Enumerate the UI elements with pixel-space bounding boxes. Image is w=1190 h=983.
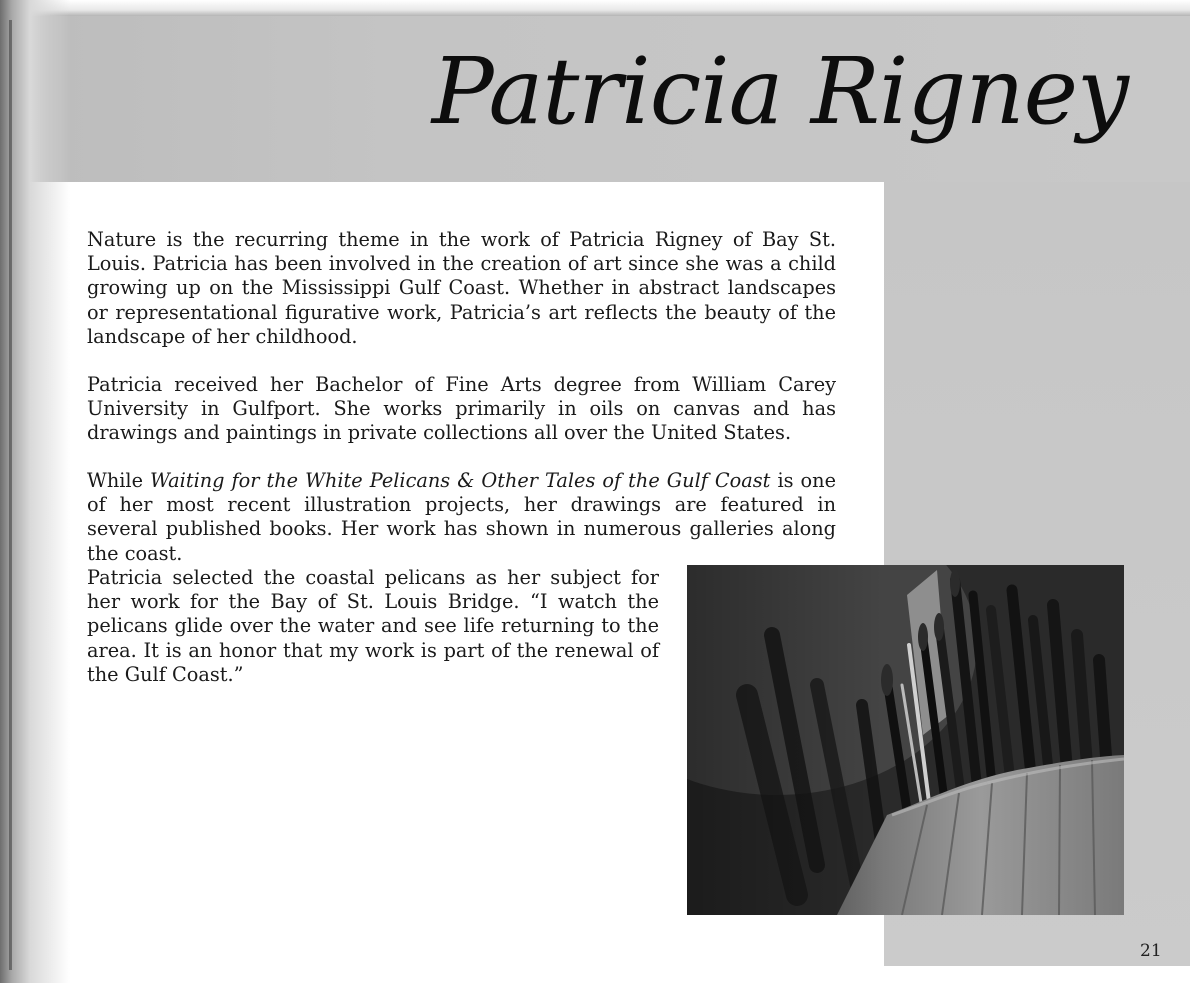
paragraph-pelicans: Patricia selected the coastal pelicans as her subject for her work for the Bay of St. Louis Bridge. “I watch the pelicans glide over the water and see life returning to the area. It is an honor that my work is part of the renewal of the Gulf Coast.” — [87, 566, 659, 686]
paintbrushes-photo — [687, 565, 1124, 915]
page-title: Patricia Rigney — [431, 38, 1128, 145]
book-title: Waiting for the White Pelicans & Other Tales of the Gulf Coast — [150, 469, 771, 492]
page-bottom-edge — [0, 966, 1190, 983]
paragraph-illustration — [87, 469, 836, 566]
paintbrushes-illustration — [687, 565, 1124, 915]
paragraph-rest: is one of her most recent illustration projects, her drawings are featured in several published books. Her work has shown in numerous galleries along the coast. — [87, 469, 836, 565]
paragraph-lead: While — [87, 469, 151, 492]
page-number: 21 — [1140, 941, 1162, 961]
binding-crease — [9, 20, 12, 970]
paragraph-education: Patricia received her Bachelor of Fine Arts degree from William Carey University in Gulfport. She works primarily in oils on canvas and has drawings and paintings in private collections all over the United States. — [87, 373, 836, 445]
page-top-edge — [0, 0, 1190, 16]
paragraph-nature: Nature is the recurring theme in the work of Patricia Rigney of Bay St. Louis. Patricia has been involved in the creation of art since she was a child growing up on the Mississippi Gulf Coast. Whether in abstract landscapes or representational figurative work, Patricia’s art reflects the beauty of the landscape of her childhood. — [87, 228, 836, 348]
